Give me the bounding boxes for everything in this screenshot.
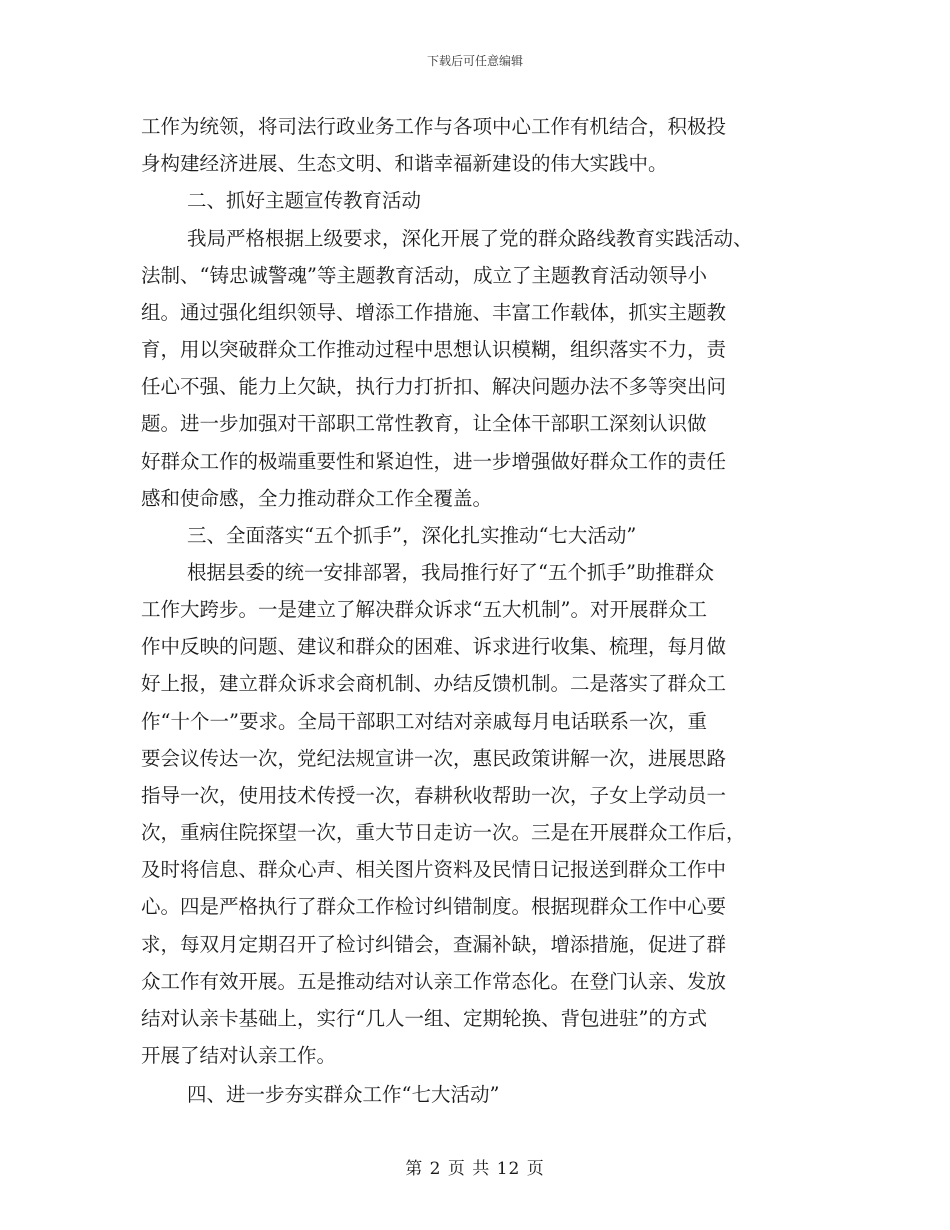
text-line: 作“十个一”要求。全局干部职工对结对亲戚每月电话联系一次，重 <box>141 710 707 733</box>
text-line: 任心不强、能力上欠缺，执行力打折扣、解决问题办法不多等突出问 <box>141 375 727 398</box>
text-line: 结对认亲卡基础上，实行“几人一组、定期轮换、背包进驻”的方式 <box>141 1007 707 1030</box>
text-line: 身构建经济进展、生态文明、和谐幸福新建设的伟大实践中。 <box>141 152 668 175</box>
text-line: 题。进一步加强对干部职工常性教育，让全体干部职工深刻认识做 <box>141 412 707 435</box>
text-line: 根据县委的统一安排部署，我局推行好了“五个抓手”助推群众 <box>187 561 714 584</box>
text-line: 组。通过强化组织领导、增添工作措施、丰富工作载体，抓实主题教 <box>141 301 727 324</box>
text-line: 好上报，建立群众诉求会商机制、办结反馈机制。二是落实了群众工 <box>141 672 727 695</box>
text-line: 心。四是严格执行了群众工作检讨纠错制度。根据现群众工作中心要 <box>141 895 727 918</box>
text-line: 好群众工作的极端重要性和紧迫性，进一步增强做好群众工作的责任 <box>141 450 727 473</box>
text-line: 求，每双月定期召开了检讨纠错会，查漏补缺，增添措施，促进了群 <box>141 933 727 956</box>
text-line: 工作大跨步。一是建立了解决群众诉求“五大机制”。对开展群众工 <box>141 598 707 621</box>
text-line: 工作为统领，将司法行政业务工作与各项中心工作有机结合，积极投 <box>141 115 727 138</box>
text-line: 次，重病住院探望一次，重大节日走访一次。三是在开展群众工作后， <box>141 821 746 844</box>
section-heading: 四、进一步夯实群众工作“七大活动” <box>187 1083 500 1106</box>
text-line: 指导一次，使用技术传授一次，春耕秋收帮助一次，子女上学动员一 <box>141 784 727 807</box>
text-line: 育，用以突破群众工作推动过程中思想认识模糊，组织落实不力，责 <box>141 338 727 361</box>
text-line: 感和使命感，全力推动群众工作全覆盖。 <box>141 487 493 510</box>
page-number-footer: 第 2 页 共 12 页 <box>405 1159 545 1179</box>
text-line: 及时将信息、群众心声、相关图片资料及民情日记报送到群众工作中 <box>141 858 727 881</box>
text-line: 要会议传达一次，党纪法规宣讲一次，惠民政策讲解一次，进展思路 <box>141 747 727 770</box>
text-line: 作中反映的问题、建议和群众的困难、诉求进行收集、梳理，每月做 <box>141 635 727 658</box>
text-line: 我局严格根据上级要求，深化开展了党的群众路线教育实践活动、 <box>187 227 753 250</box>
text-line: 法制、“铸忠诚警魂”等主题教育活动，成立了主题教育活动领导小 <box>141 264 707 287</box>
section-heading: 三、全面落实“五个抓手”，深化扎实推动“七大活动” <box>187 524 637 547</box>
page-header: 下载后可任意编辑 <box>426 54 523 68</box>
text-line: 众工作有效开展。五是推动结对认亲工作常态化。在登门认亲、发放 <box>141 970 727 993</box>
section-heading: 二、抓好主题宣传教育活动 <box>187 189 422 212</box>
text-line: 开展了结对认亲工作。 <box>141 1044 337 1067</box>
